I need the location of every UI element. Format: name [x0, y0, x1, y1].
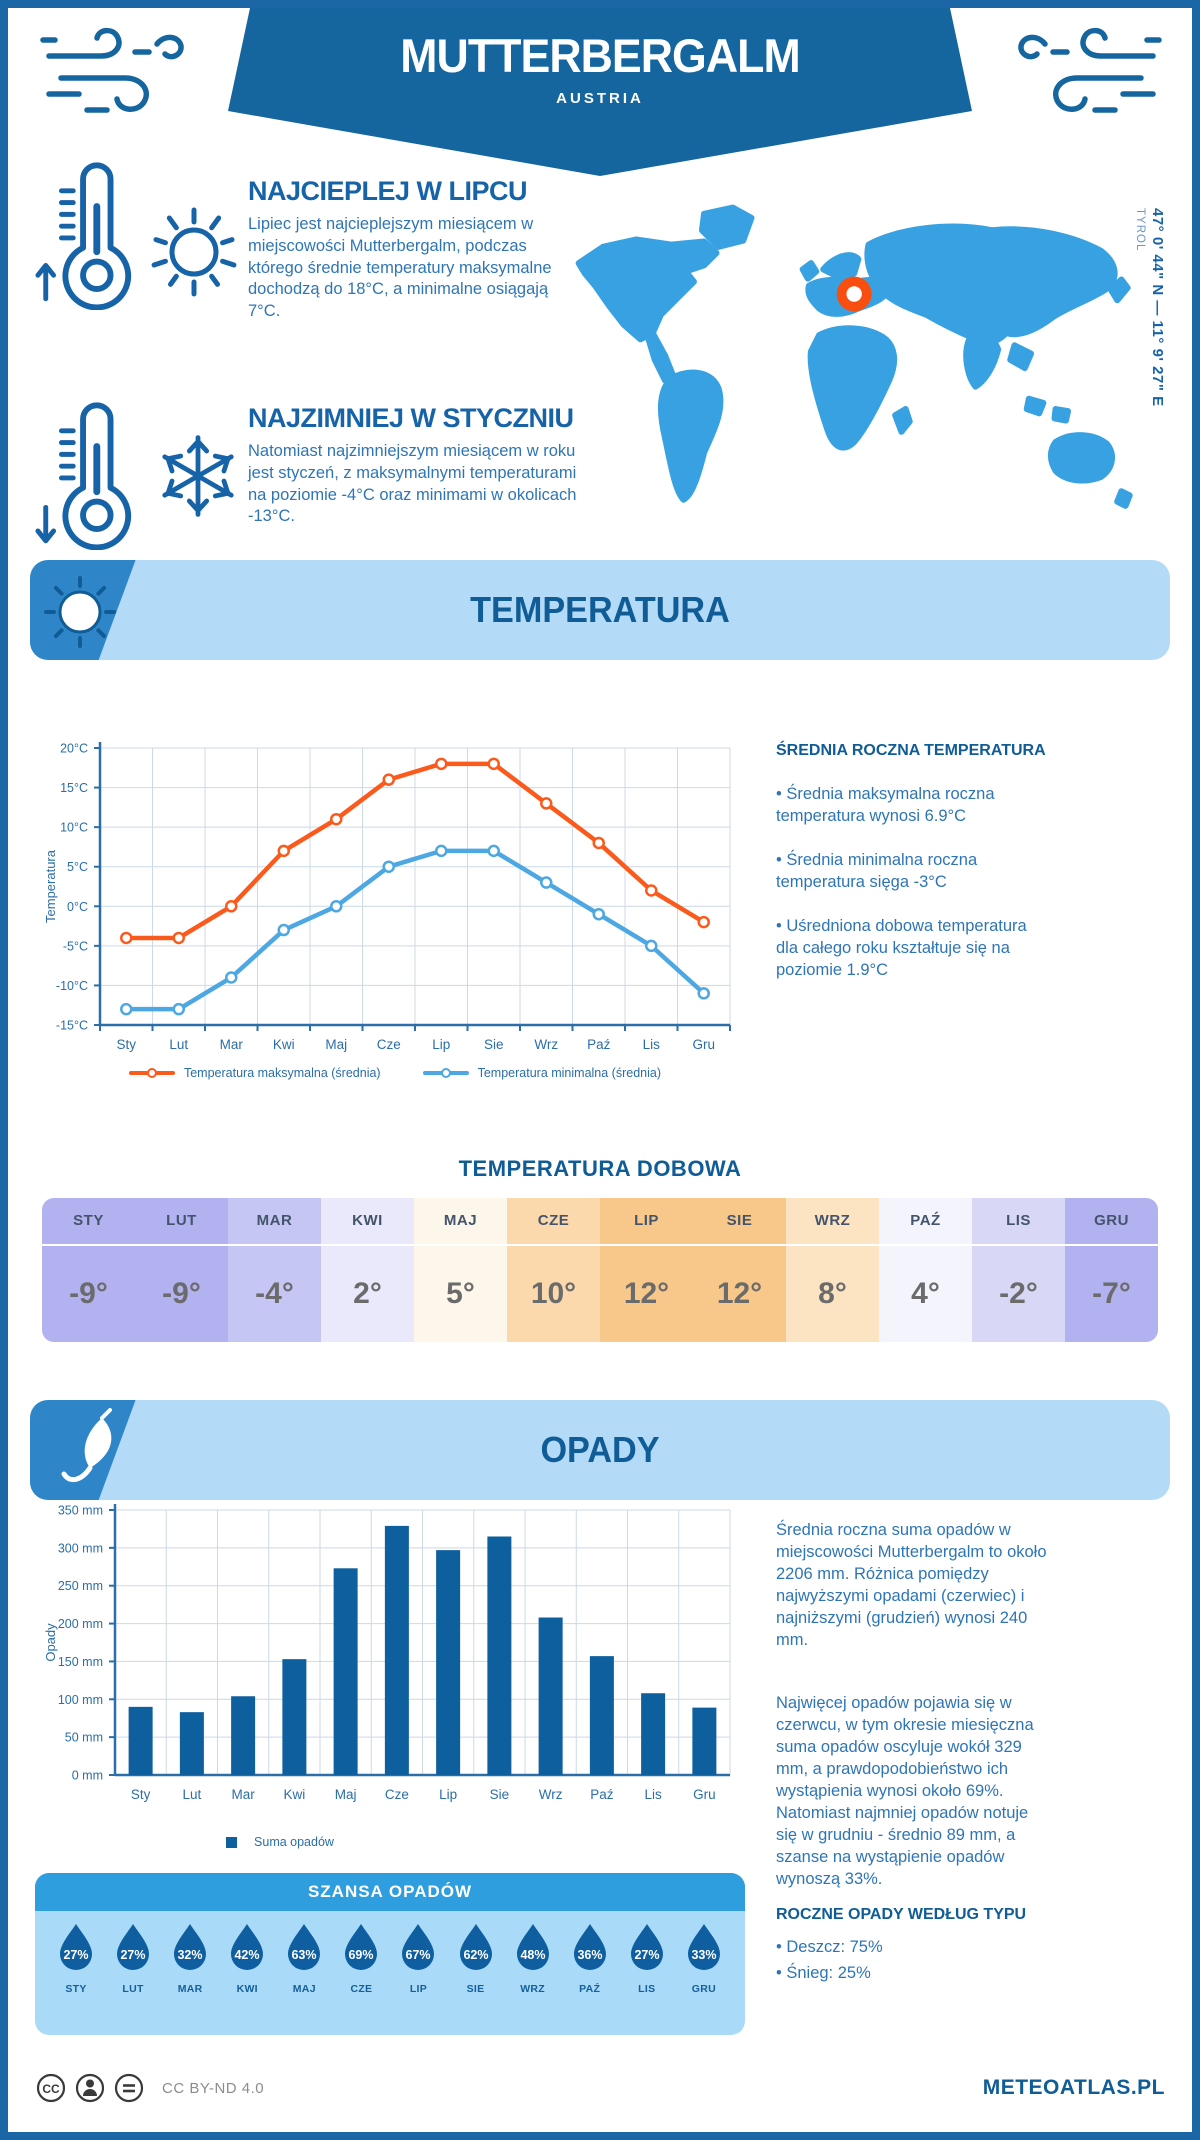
- footer-license-block: [35, 2070, 264, 2106]
- warmest-month-text: Lipiec jest najcieplejszym miesiącem w miejscowości Mutterbergalm, podczas którego średnie temperatury maksymalne dochodzą do 18°C, a minimalne osiągają 7°C.: [248, 215, 552, 321]
- svg-text:27%: 27%: [120, 1948, 146, 1962]
- precip-chance-month: LUT: [122, 1983, 144, 1995]
- legend-marker: [226, 1837, 237, 1848]
- svg-text:150 mm: 150 mm: [57, 1654, 103, 1669]
- svg-text:100 mm: 100 mm: [57, 1692, 103, 1707]
- svg-text:250 mm: 250 mm: [57, 1579, 103, 1594]
- annual-temp-stat: • Uśredniona dobowa temperatura dla całego roku kształtuje się na poziomie 1.9°C: [776, 916, 1027, 979]
- daily-temp-month: LIP: [600, 1198, 693, 1246]
- svg-text:32%: 32%: [177, 1948, 203, 1962]
- coordinates-block: [1134, 208, 1166, 407]
- svg-text:Lut: Lut: [169, 1037, 189, 1052]
- precip-chance-drop: [340, 1923, 382, 1995]
- precip-chance-drop: [169, 1923, 211, 1995]
- daily-temp-cell: [879, 1198, 972, 1342]
- svg-text:CC: CC: [42, 2082, 60, 2096]
- raindrop-icon: [399, 1923, 437, 1973]
- svg-text:Wrz: Wrz: [538, 1787, 563, 1802]
- coldest-month-heading: NAJZIMNIEJ W STYCZNIU: [248, 403, 574, 433]
- svg-text:Mar: Mar: [219, 1037, 243, 1052]
- precip-chance-drops: [35, 1911, 745, 1995]
- legend-marker: [129, 1067, 175, 1079]
- precip-chance-month: CZE: [350, 1983, 373, 1995]
- svg-text:15°C: 15°C: [60, 781, 88, 796]
- annual-temp-heading: ŚREDNIA ROCZNA TEMPERATURA: [776, 742, 1046, 759]
- temperature-chart: [40, 730, 750, 1060]
- svg-text:50 mm: 50 mm: [64, 1730, 103, 1745]
- daily-temp-month: WRZ: [786, 1198, 879, 1246]
- precip-chance-drop: [512, 1923, 554, 1995]
- precip-chance-drop: [626, 1923, 668, 1995]
- wind-icon: [34, 22, 194, 122]
- precip-bar: [282, 1659, 306, 1775]
- daily-temp-cell: [414, 1198, 507, 1342]
- sun-icon: [144, 200, 244, 300]
- svg-text:Lip: Lip: [432, 1037, 451, 1052]
- raindrop-icon: [457, 1923, 495, 1973]
- svg-text:Gru: Gru: [692, 1037, 716, 1052]
- thermometer-up-icon: [32, 160, 140, 310]
- raindrop-icon: [342, 1923, 380, 1973]
- raindrop-icon: [171, 1923, 209, 1973]
- precip-bar: [180, 1712, 204, 1775]
- daily-temp-cell: [786, 1198, 879, 1342]
- page-title: MUTTERBERGALM: [400, 29, 800, 82]
- svg-text:62%: 62%: [463, 1948, 489, 1962]
- precip-chance-month: LIP: [409, 1983, 428, 1995]
- precipitation-detail-text: Najwięcej opadów pojawia się w czerwcu, w tym okresie miesięczna suma opadów oscyluje wokół 329 mm, a prawdopodobieństwo ich wystąpienia wynosi około 69%. Natomiast najmniej opadów notuje się w grudniu - średnio 89 mm, a szanse na wystąpienie opadów wynoszą 33%.: [776, 1694, 1034, 1888]
- annual-temp-stat: • Średnia maksymalna roczna temperatura wynosi 6.9°C: [776, 785, 995, 825]
- raindrop-icon: [228, 1923, 266, 1973]
- precip-chance-month: MAJ: [292, 1983, 316, 1995]
- svg-text:36%: 36%: [577, 1948, 603, 1962]
- precip-chance-heading: SZANSA OPADÓW: [35, 1873, 745, 1911]
- svg-text:0°C: 0°C: [67, 899, 88, 914]
- precip-chance-month: KWI: [236, 1983, 258, 1995]
- daily-temp-month: LIS: [972, 1198, 1065, 1246]
- precip-chance-month: PAŹ: [579, 1983, 601, 1995]
- cc-nd-icon: [113, 2072, 145, 2104]
- precipitation-summary-text: Średnia roczna suma opadów w miejscowości Mutterbergalm to około 2206 mm. Różnica pomiędzy najwyższymi opadami (czerwiec) i najniższymi (grudzień) wynosi 240 mm.: [776, 1521, 1047, 1649]
- precip-type-item: • Deszcz: 75%: [776, 1938, 883, 1956]
- svg-text:67%: 67%: [405, 1948, 431, 1962]
- svg-text:Maj: Maj: [334, 1787, 357, 1802]
- daily-temp-cell: [693, 1198, 786, 1342]
- precip-bar: [539, 1618, 563, 1775]
- daily-temp-cell: [321, 1198, 414, 1342]
- svg-text:Temperatura: Temperatura: [43, 850, 58, 923]
- svg-text:300 mm: 300 mm: [57, 1541, 103, 1556]
- raindrop-icon: [285, 1923, 323, 1973]
- svg-text:48%: 48%: [520, 1948, 546, 1962]
- precip-chance-drop: [226, 1923, 268, 1995]
- daily-temp-month: MAJ: [414, 1198, 507, 1246]
- daily-temp-cell: [42, 1198, 135, 1342]
- annual-temp-stat: • Średnia minimalna roczna temperatura sięga -3°C: [776, 850, 978, 891]
- thermometer-down-icon: [32, 400, 140, 550]
- svg-text:27%: 27%: [63, 1948, 89, 1962]
- svg-text:350 mm: 350 mm: [57, 1503, 103, 1518]
- temperature-banner-title: TEMPERATURA: [470, 589, 730, 630]
- region-label: TYROL: [1134, 208, 1146, 252]
- daily-temp-value: 4°: [911, 1277, 940, 1310]
- legend-marker: [423, 1067, 469, 1079]
- legend-item: [226, 1835, 334, 1849]
- svg-text:33%: 33%: [691, 1948, 717, 1962]
- svg-text:Mar: Mar: [231, 1787, 255, 1802]
- annual-temp-stats: [776, 784, 1052, 982]
- svg-text:Lis: Lis: [642, 1037, 660, 1052]
- precip-bar: [385, 1526, 409, 1775]
- svg-text:Maj: Maj: [325, 1037, 348, 1052]
- page-subtitle: AUSTRIA: [556, 90, 644, 107]
- daily-temp-cell: [135, 1198, 228, 1342]
- precip-bar: [590, 1656, 614, 1775]
- precip-bar: [641, 1693, 665, 1775]
- precip-chance-month: MAR: [177, 1983, 203, 1995]
- svg-text:-15°C: -15°C: [55, 1018, 88, 1033]
- daily-temp-value: -9°: [69, 1277, 108, 1310]
- legend-item: [129, 1066, 381, 1080]
- precip-chance-drop: [683, 1923, 725, 1995]
- raindrop-icon: [114, 1923, 152, 1973]
- precip-type-heading: ROCZNE OPADY WEDŁUG TYPU: [776, 1906, 1027, 1923]
- daily-temp-value: -4°: [255, 1277, 294, 1310]
- precip-chance-month: WRZ: [520, 1983, 546, 1995]
- daily-temp-month: MAR: [228, 1198, 321, 1246]
- daily-temp-month: SIE: [693, 1198, 786, 1246]
- svg-text:Opady: Opady: [43, 1623, 58, 1662]
- raindrop-icon: [514, 1923, 552, 1973]
- location-marker: [837, 277, 872, 312]
- cc-by-icon: [74, 2072, 106, 2104]
- svg-text:Paź: Paź: [590, 1787, 614, 1802]
- daily-temp-value: -7°: [1092, 1277, 1131, 1310]
- svg-text:Sty: Sty: [116, 1037, 137, 1052]
- coldest-month-text: Natomiast najzimniejszym miesiącem w roku jest styczeń, z maksymalnymi temperaturami na poziomie -4°C oraz minimami w okolicach -13°C.: [248, 442, 577, 526]
- daily-temp-cell: [507, 1198, 600, 1342]
- svg-text:27%: 27%: [634, 1948, 660, 1962]
- legend-label: Temperatura maksymalna (średnia): [183, 1066, 381, 1080]
- license-label: CC BY-ND 4.0: [162, 2079, 265, 2097]
- svg-text:Cze: Cze: [384, 1787, 409, 1802]
- precip-chance-month: GRU: [691, 1983, 716, 1995]
- precip-chance-drop: [283, 1923, 325, 1995]
- raindrop-icon: [57, 1923, 95, 1973]
- precip-bar: [487, 1537, 511, 1776]
- daily-temp-month: KWI: [321, 1198, 414, 1246]
- daily-temp-cell: [228, 1198, 321, 1342]
- precip-bar: [436, 1550, 460, 1775]
- daily-temp-month: STY: [42, 1198, 135, 1246]
- daily-temp-month: PAŹ: [879, 1198, 972, 1246]
- svg-text:200 mm: 200 mm: [57, 1617, 103, 1632]
- warmest-month-heading: NAJCIEPLEJ W LIPCU: [248, 176, 528, 206]
- daily-temp-value: -9°: [162, 1277, 201, 1310]
- daily-temp-value: 5°: [446, 1277, 475, 1310]
- svg-text:-10°C: -10°C: [55, 978, 88, 993]
- precip-type-item: • Śnieg: 25%: [776, 1964, 871, 1982]
- daily-temp-value: 2°: [353, 1277, 382, 1310]
- raindrop-icon: [685, 1923, 723, 1973]
- brand-logo: METEOATLAS.PL: [982, 2076, 1165, 2099]
- coordinates-label: 47° 0' 44" N — 11° 9' 27" E: [1149, 208, 1166, 407]
- precip-bar: [129, 1707, 153, 1775]
- daily-temp-value: 12°: [716, 1277, 763, 1310]
- daily-temp-value: 10°: [530, 1277, 577, 1310]
- svg-text:Cze: Cze: [376, 1037, 401, 1052]
- svg-text:-5°C: -5°C: [62, 939, 88, 954]
- world-map: [548, 183, 1148, 553]
- precip-chance-month: SIE: [466, 1983, 485, 1995]
- svg-text:Sty: Sty: [130, 1787, 151, 1802]
- raindrop-icon: [571, 1923, 609, 1973]
- svg-text:Wrz: Wrz: [534, 1037, 559, 1052]
- precip-chance-panel: [35, 1873, 745, 2035]
- snowflake-icon: [150, 428, 246, 524]
- legend-item: [423, 1066, 661, 1080]
- precipitation-banner-title: OPADY: [540, 1429, 660, 1470]
- svg-text:69%: 69%: [348, 1948, 374, 1962]
- svg-text:0 mm: 0 mm: [71, 1768, 103, 1783]
- daily-temp-month: CZE: [507, 1198, 600, 1246]
- precip-chance-month: LIS: [638, 1983, 656, 1995]
- daily-temp-value: 12°: [623, 1277, 670, 1310]
- daily-temp-month: LUT: [135, 1198, 228, 1246]
- daily-temp-cell: [600, 1198, 693, 1342]
- daily-temp-cell: [1065, 1198, 1158, 1342]
- svg-text:Kwi: Kwi: [272, 1037, 295, 1052]
- svg-text:Lip: Lip: [439, 1787, 458, 1802]
- precipitation-chart: [40, 1495, 750, 1820]
- precip-bar: [692, 1708, 716, 1775]
- precip-bar: [231, 1696, 255, 1775]
- wind-icon: [1008, 22, 1168, 122]
- cc-icon: [35, 2072, 67, 2104]
- precip-chance-drop: [112, 1923, 154, 1995]
- svg-text:Gru: Gru: [693, 1787, 716, 1802]
- precip-type-list: [776, 1938, 883, 1983]
- daily-temp-heading: TEMPERATURA DOBOWA: [458, 1156, 742, 1181]
- precip-chance-month: STY: [65, 1983, 87, 1995]
- daily-temp-table: [42, 1198, 1158, 1342]
- temperature-banner: [30, 560, 1170, 660]
- legend-label: Suma opadów: [254, 1835, 334, 1849]
- daily-temp-value: -2°: [999, 1277, 1038, 1310]
- svg-text:Sie: Sie: [483, 1037, 504, 1052]
- svg-text:10°C: 10°C: [60, 820, 88, 835]
- precip-bar: [334, 1568, 358, 1775]
- svg-text:42%: 42%: [234, 1948, 260, 1962]
- precip-chance-drop: [455, 1923, 497, 1995]
- raindrop-icon: [628, 1923, 666, 1973]
- svg-text:Paź: Paź: [587, 1037, 611, 1052]
- svg-text:Lis: Lis: [644, 1787, 662, 1802]
- daily-temp-value: 8°: [818, 1277, 847, 1310]
- svg-text:20°C: 20°C: [60, 741, 88, 756]
- svg-text:5°C: 5°C: [67, 860, 88, 875]
- precip-chance-drop: [569, 1923, 611, 1995]
- svg-text:63%: 63%: [291, 1948, 317, 1962]
- daily-temp-cell: [972, 1198, 1065, 1342]
- svg-text:Lut: Lut: [182, 1787, 202, 1802]
- svg-text:Sie: Sie: [489, 1787, 510, 1802]
- precip-chance-drop: [397, 1923, 439, 1995]
- svg-text:Kwi: Kwi: [283, 1787, 306, 1802]
- legend-label: Temperatura minimalna (średnia): [477, 1066, 661, 1080]
- precipitation-banner: [30, 1400, 1170, 1500]
- temperature-chart-legend: [40, 1066, 750, 1080]
- precipitation-chart-legend: [40, 1835, 520, 1849]
- daily-temp-month: GRU: [1065, 1198, 1158, 1246]
- precip-chance-drop: [55, 1923, 97, 1995]
